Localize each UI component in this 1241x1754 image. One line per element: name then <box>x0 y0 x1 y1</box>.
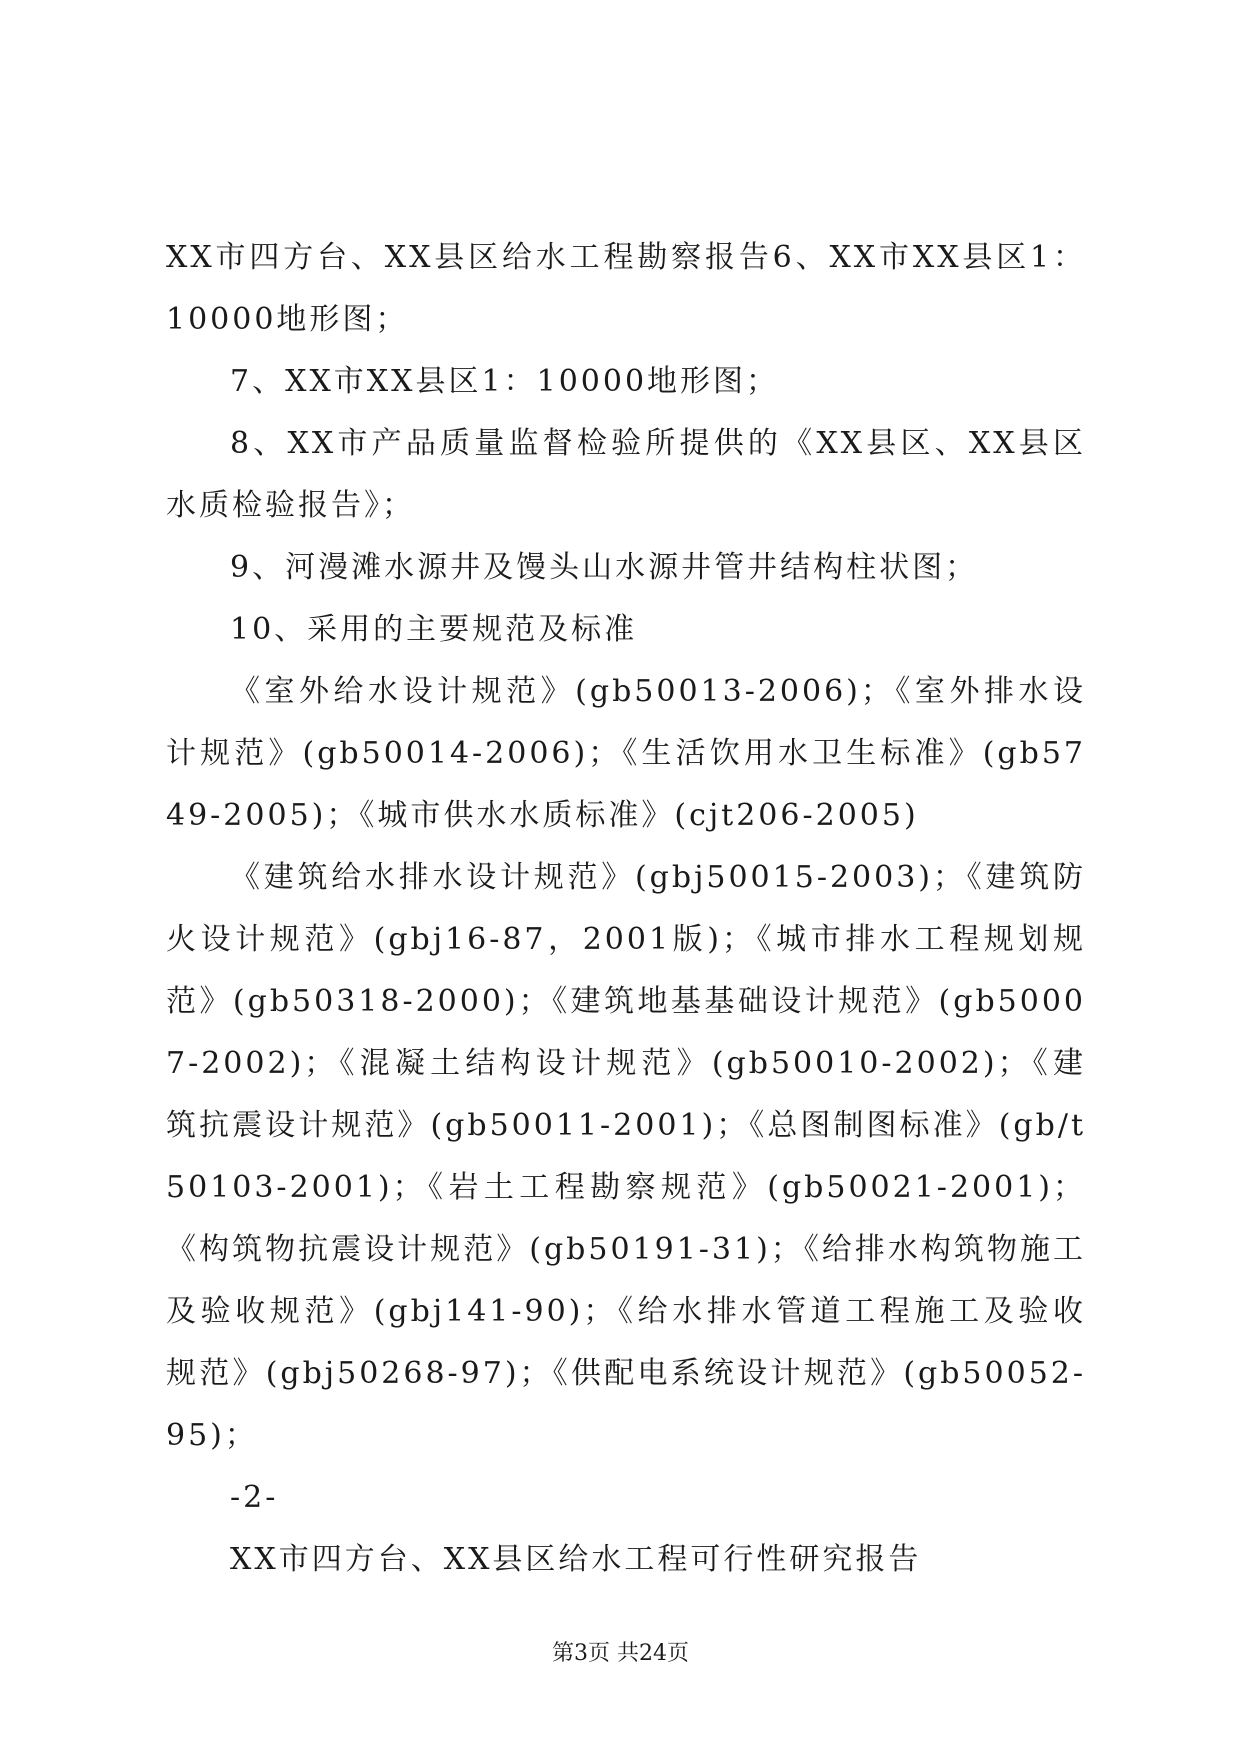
paragraph-standards-water: 《室外给水设计规范》(gb50013-2006)；《室外排水设计规范》(gb50014-2006)；《生活饮用水卫生标准》(gb5749-2005)；《城市供水水质标准》(cjt206-2005) <box>166 674 1086 833</box>
paragraph-references-continued: XX市四方台、XX县区给水工程勘察报告6、XX市XX县区1：10000地形图； <box>166 240 1086 337</box>
paragraph-item-10: 10、采用的主要规范及标准 <box>230 612 638 647</box>
inline-page-marker: -2- <box>230 1480 279 1515</box>
document-body <box>166 227 1086 1591</box>
page-footer: 第3页 共24页 <box>552 1641 689 1666</box>
paragraph-item-7: 7、XX市XX县区1：10000地形图； <box>230 364 780 399</box>
paragraph-item-9: 9、河漫滩水源井及馒头山水源井管井结构柱状图； <box>230 550 979 585</box>
paragraph-standards-building: 《建筑给水排水设计规范》(gbj50015-2003)；《建筑防火设计规范》(gbj16-87，2001版)；《城市排水工程规划规范》(gb50318-2000)；《建筑地基基础设计规范》(gb50007-2002)；《混凝土结构设计规范》(gb50010-2002)；《建筑抗震设计规范》(gb50011-2001)；《总图制图标准》(gb/t50103-2001)；《岩土工程勘察规范》(gb50021-2001)；《构筑物抗震设计规范》(gb50191-31)；《给排水构筑物施工及验收规范》(gbj141-90)；《给水排水管道工程施工及验收规范》(gbj50268-97)；《供配电系统设计规范》(gb50052-95)； <box>166 860 1086 1453</box>
paragraph-item-8: 8、XX市产品质量监督检验所提供的《XX县区、XX县区水质检验报告》； <box>166 426 1086 523</box>
running-title: XX市四方台、XX县区给水工程可行性研究报告 <box>230 1542 922 1577</box>
